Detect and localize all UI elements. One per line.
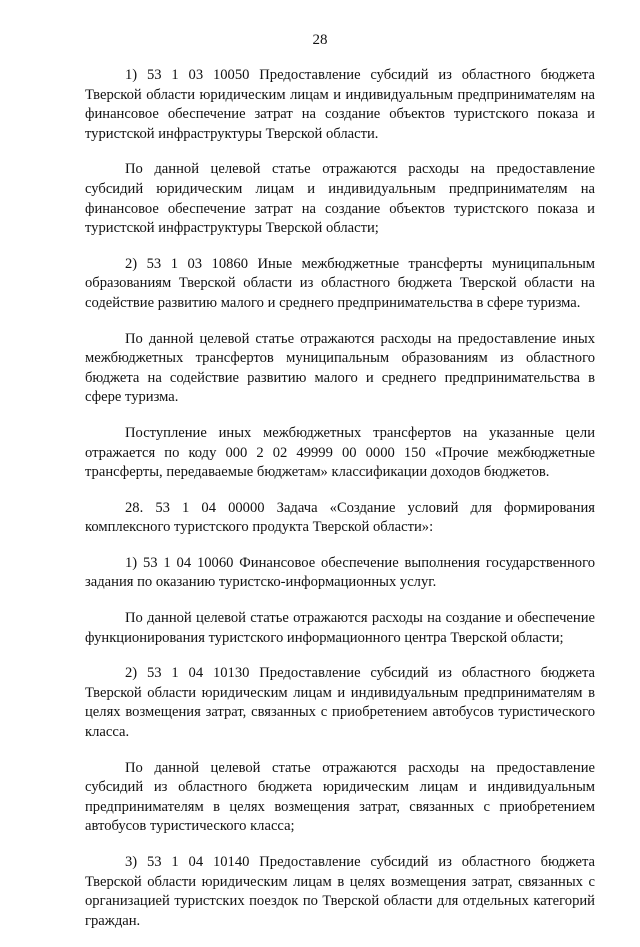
paragraph: 1) 53 1 04 10060 Финансовое обеспечение выполнения государственного задания по оказанию туристско-информационных услуг. xyxy=(85,554,595,591)
paragraph: По данной целевой статье отражаются расходы на предоставление субсидий из областного бюджета юридическим лицам и индивидуальным предпринимателям в целях возмещения затрат, связанных с приобретением автобусов туристического класса; xyxy=(85,759,595,835)
paragraph: По данной целевой статье отражаются расходы на предоставление иных межбюджетных трансфертов муниципальным образованиям из областного бюджета на содействие развитию малого и среднего предпринимательства в сфере туризма. xyxy=(85,330,595,406)
paragraph: 3) 53 1 04 10140 Предоставление субсидий из областного бюджета Тверской области юридическим лицам в целях возмещения затрат, связанных с организацией туристских поездок по Тверской области для отдельных категорий граждан. xyxy=(85,854,595,929)
paragraph: Поступление иных межбюджетных трансфертов на указанные цели отражается по коду 000 2 02 49999 00 0000 150 «Прочие межбюджетные трансферты, передаваемые бюджетам» классификации доходов бюджетов. xyxy=(85,424,595,481)
page-number: 28 xyxy=(312,32,328,48)
paragraph: 2) 53 1 03 10860 Иные межбюджетные трансферты муниципальным образованиям Тверской области из областного бюджета Тверской области на содействие развитию малого и среднего предпринимательства в сфере туризма. xyxy=(85,255,595,311)
paragraph: По данной целевой статье отражаются расходы на создание и обеспечение функционирования туристского информационного центра Тверской области; xyxy=(85,610,595,646)
section-heading-paragraph: 28. 53 1 04 00000 Задача «Создание условий для формирования комплексного туристского продукта Тверской области»: xyxy=(85,499,595,536)
paragraph: 1) 53 1 03 10050 Предоставление субсидий из областного бюджета Тверской области юридическим лицам и индивидуальным предпринимателям на финансовое обеспечение затрат на создание объектов туристского показа и туристской инфраструктуры Тверской области. xyxy=(85,67,595,142)
document-body xyxy=(85,66,595,947)
paragraph: По данной целевой статье отражаются расходы на предоставление субсидий юридическим лицам и индивидуальным предпринимателям на финансовое обеспечение затрат на создание объектов туристского показа и туристской инфраструктуры Тверской области; xyxy=(85,161,595,237)
paragraph: 2) 53 1 04 10130 Предоставление субсидий из областного бюджета Тверской области юридическим лицам и индивидуальным предпринимателям в целях возмещения затрат, связанных с приобретением автобусов туристического класса. xyxy=(85,665,595,741)
